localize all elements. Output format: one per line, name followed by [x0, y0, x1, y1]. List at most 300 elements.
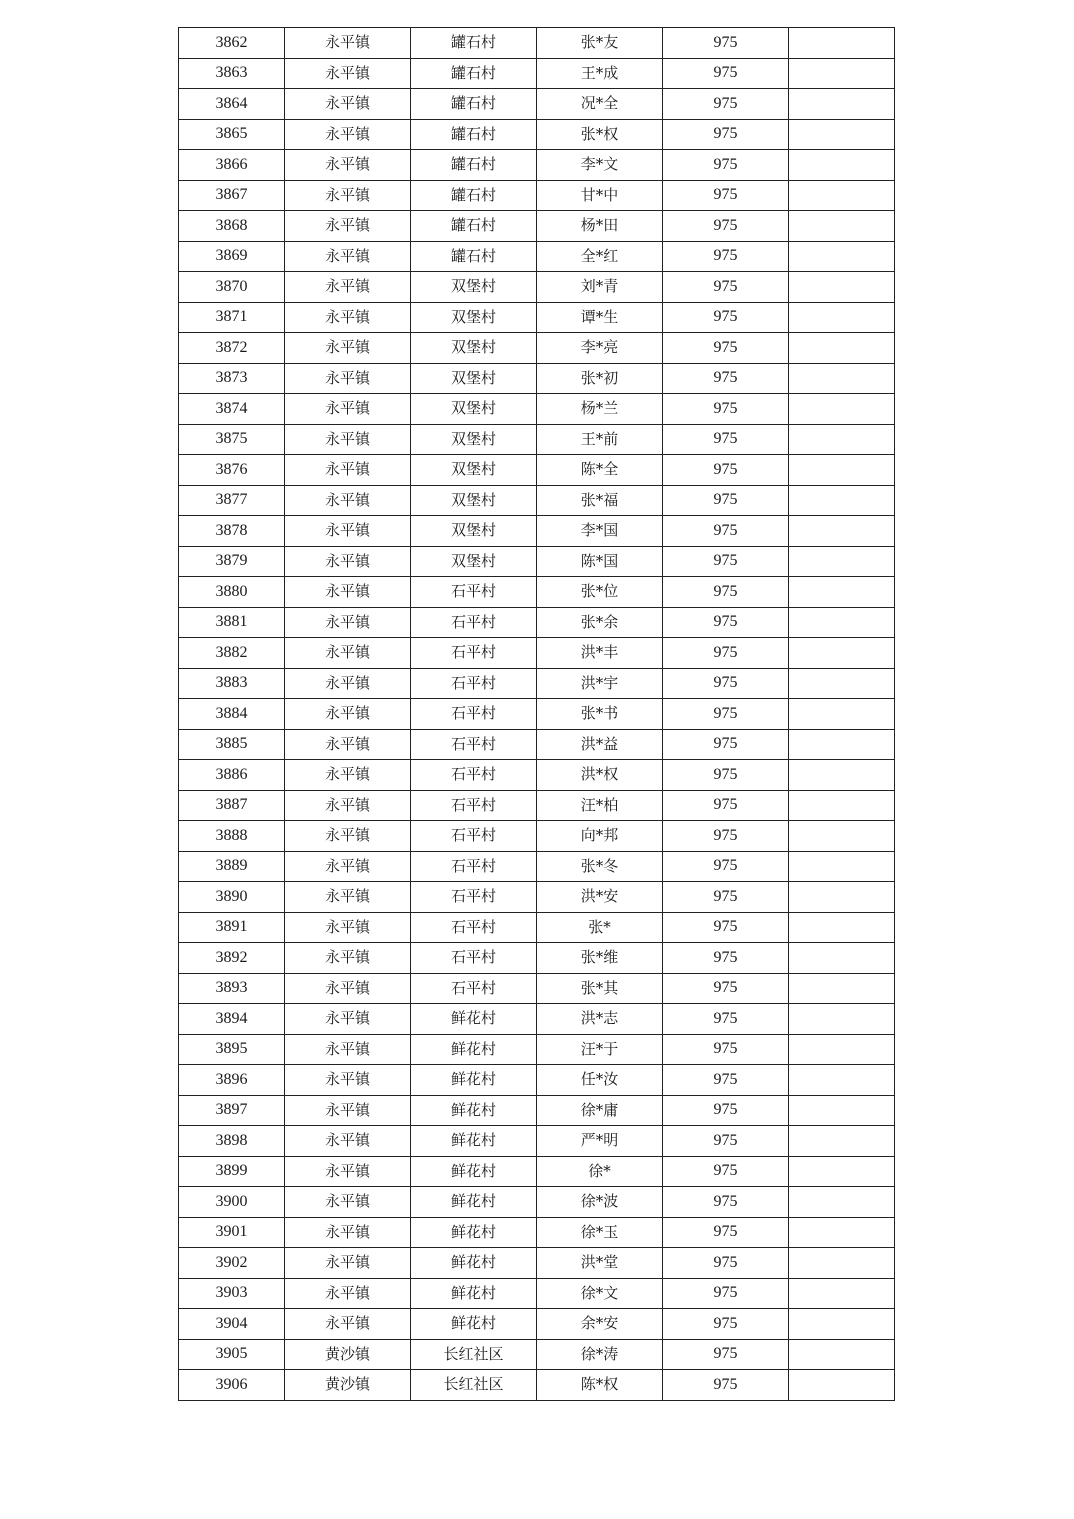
- person-name-cell: 张*冬: [537, 851, 663, 882]
- person-name-cell: 张*: [537, 912, 663, 943]
- amount-cell: 975: [663, 577, 789, 608]
- village-cell: 鲜花村: [411, 1309, 537, 1340]
- note-cell: [789, 668, 895, 699]
- amount-cell: 975: [663, 668, 789, 699]
- person-name-cell: 张*位: [537, 577, 663, 608]
- table-row: [179, 485, 895, 516]
- table-row: [179, 882, 895, 913]
- note-cell: [789, 1034, 895, 1065]
- table-row: [179, 1034, 895, 1065]
- village-cell: 鲜花村: [411, 1248, 537, 1279]
- person-name-cell: 徐*玉: [537, 1217, 663, 1248]
- note-cell: [789, 1339, 895, 1370]
- row-number-cell: 3876: [179, 455, 285, 486]
- table-row: [179, 1126, 895, 1157]
- table-row: [179, 668, 895, 699]
- person-name-cell: 陈*全: [537, 455, 663, 486]
- row-number-cell: 3866: [179, 150, 285, 181]
- note-cell: [789, 912, 895, 943]
- note-cell: [789, 272, 895, 303]
- note-cell: [789, 821, 895, 852]
- amount-cell: 975: [663, 150, 789, 181]
- note-cell: [789, 943, 895, 974]
- table-row: [179, 394, 895, 425]
- row-number-cell: 3871: [179, 302, 285, 333]
- person-name-cell: 任*汝: [537, 1065, 663, 1096]
- village-cell: 长红社区: [411, 1339, 537, 1370]
- note-cell: [789, 1309, 895, 1340]
- person-name-cell: 汪*柏: [537, 790, 663, 821]
- row-number-cell: 3863: [179, 58, 285, 89]
- person-name-cell: 张*权: [537, 119, 663, 150]
- row-number-cell: 3903: [179, 1278, 285, 1309]
- amount-cell: 975: [663, 729, 789, 760]
- amount-cell: 975: [663, 272, 789, 303]
- note-cell: [789, 424, 895, 455]
- amount-cell: 975: [663, 546, 789, 577]
- town-cell: 永平镇: [285, 1126, 411, 1157]
- amount-cell: 975: [663, 1309, 789, 1340]
- row-number-cell: 3877: [179, 485, 285, 516]
- town-cell: 永平镇: [285, 28, 411, 59]
- note-cell: [789, 638, 895, 669]
- table-row: [179, 272, 895, 303]
- table-row: [179, 607, 895, 638]
- person-name-cell: 洪*益: [537, 729, 663, 760]
- amount-cell: 975: [663, 363, 789, 394]
- person-name-cell: 洪*宇: [537, 668, 663, 699]
- row-number-cell: 3893: [179, 973, 285, 1004]
- town-cell: 永平镇: [285, 1248, 411, 1279]
- village-cell: 双堡村: [411, 455, 537, 486]
- note-cell: [789, 1217, 895, 1248]
- village-cell: 石平村: [411, 790, 537, 821]
- town-cell: 永平镇: [285, 241, 411, 272]
- amount-cell: 975: [663, 1339, 789, 1370]
- village-cell: 罐石村: [411, 241, 537, 272]
- village-cell: 罐石村: [411, 89, 537, 120]
- note-cell: [789, 302, 895, 333]
- town-cell: 永平镇: [285, 1278, 411, 1309]
- village-cell: 石平村: [411, 851, 537, 882]
- town-cell: 永平镇: [285, 1034, 411, 1065]
- amount-cell: 975: [663, 973, 789, 1004]
- table-row: [179, 1278, 895, 1309]
- roster-table: [178, 27, 895, 1401]
- note-cell: [789, 455, 895, 486]
- village-cell: 双堡村: [411, 485, 537, 516]
- amount-cell: 975: [663, 302, 789, 333]
- person-name-cell: 余*安: [537, 1309, 663, 1340]
- village-cell: 双堡村: [411, 424, 537, 455]
- town-cell: 永平镇: [285, 1065, 411, 1096]
- row-number-cell: 3887: [179, 790, 285, 821]
- person-name-cell: 向*邦: [537, 821, 663, 852]
- table-row: [179, 89, 895, 120]
- amount-cell: 975: [663, 89, 789, 120]
- village-cell: 双堡村: [411, 394, 537, 425]
- table-row: [179, 28, 895, 59]
- note-cell: [789, 790, 895, 821]
- person-name-cell: 洪*安: [537, 882, 663, 913]
- table-row: [179, 821, 895, 852]
- village-cell: 石平村: [411, 699, 537, 730]
- amount-cell: 975: [663, 1004, 789, 1035]
- village-cell: 罐石村: [411, 180, 537, 211]
- person-name-cell: 王*成: [537, 58, 663, 89]
- person-name-cell: 李*文: [537, 150, 663, 181]
- row-number-cell: 3883: [179, 668, 285, 699]
- amount-cell: 975: [663, 1187, 789, 1218]
- village-cell: 石平村: [411, 638, 537, 669]
- table-row: [179, 546, 895, 577]
- amount-cell: 975: [663, 912, 789, 943]
- town-cell: 永平镇: [285, 882, 411, 913]
- village-cell: 罐石村: [411, 58, 537, 89]
- village-cell: 鲜花村: [411, 1278, 537, 1309]
- town-cell: 黄沙镇: [285, 1370, 411, 1401]
- table-row: [179, 729, 895, 760]
- amount-cell: 975: [663, 424, 789, 455]
- town-cell: 永平镇: [285, 272, 411, 303]
- person-name-cell: 徐*文: [537, 1278, 663, 1309]
- amount-cell: 975: [663, 1034, 789, 1065]
- town-cell: 永平镇: [285, 729, 411, 760]
- person-name-cell: 张*初: [537, 363, 663, 394]
- amount-cell: 975: [663, 1126, 789, 1157]
- table-row: [179, 1156, 895, 1187]
- row-number-cell: 3884: [179, 699, 285, 730]
- note-cell: [789, 58, 895, 89]
- person-name-cell: 张*余: [537, 607, 663, 638]
- amount-cell: 975: [663, 180, 789, 211]
- amount-cell: 975: [663, 821, 789, 852]
- village-cell: 罐石村: [411, 150, 537, 181]
- table-row: [179, 241, 895, 272]
- table-row: [179, 302, 895, 333]
- row-number-cell: 3898: [179, 1126, 285, 1157]
- note-cell: [789, 973, 895, 1004]
- village-cell: 石平村: [411, 821, 537, 852]
- note-cell: [789, 180, 895, 211]
- town-cell: 永平镇: [285, 180, 411, 211]
- note-cell: [789, 1278, 895, 1309]
- table-row: [179, 943, 895, 974]
- town-cell: 永平镇: [285, 150, 411, 181]
- table-row: [179, 1217, 895, 1248]
- town-cell: 永平镇: [285, 58, 411, 89]
- town-cell: 黄沙镇: [285, 1339, 411, 1370]
- person-name-cell: 陈*国: [537, 546, 663, 577]
- row-number-cell: 3891: [179, 912, 285, 943]
- note-cell: [789, 1095, 895, 1126]
- town-cell: 永平镇: [285, 1004, 411, 1035]
- village-cell: 鲜花村: [411, 1034, 537, 1065]
- table-row: [179, 1004, 895, 1035]
- amount-cell: 975: [663, 516, 789, 547]
- person-name-cell: 王*前: [537, 424, 663, 455]
- person-name-cell: 刘*青: [537, 272, 663, 303]
- town-cell: 永平镇: [285, 516, 411, 547]
- row-number-cell: 3881: [179, 607, 285, 638]
- row-number-cell: 3872: [179, 333, 285, 364]
- table-row: [179, 638, 895, 669]
- note-cell: [789, 851, 895, 882]
- row-number-cell: 3882: [179, 638, 285, 669]
- row-number-cell: 3873: [179, 363, 285, 394]
- table-row: [179, 973, 895, 1004]
- person-name-cell: 洪*堂: [537, 1248, 663, 1279]
- amount-cell: 975: [663, 333, 789, 364]
- note-cell: [789, 333, 895, 364]
- row-number-cell: 3896: [179, 1065, 285, 1096]
- amount-cell: 975: [663, 699, 789, 730]
- person-name-cell: 徐*庸: [537, 1095, 663, 1126]
- table-row: [179, 1309, 895, 1340]
- row-number-cell: 3900: [179, 1187, 285, 1218]
- village-cell: 长红社区: [411, 1370, 537, 1401]
- amount-cell: 975: [663, 28, 789, 59]
- village-cell: 石平村: [411, 760, 537, 791]
- note-cell: [789, 577, 895, 608]
- village-cell: 双堡村: [411, 272, 537, 303]
- village-cell: 罐石村: [411, 28, 537, 59]
- amount-cell: 975: [663, 943, 789, 974]
- table-row: [179, 150, 895, 181]
- row-number-cell: 3895: [179, 1034, 285, 1065]
- town-cell: 永平镇: [285, 668, 411, 699]
- roster-table-body: [179, 28, 895, 1401]
- table-row: [179, 1095, 895, 1126]
- person-name-cell: 徐*波: [537, 1187, 663, 1218]
- town-cell: 永平镇: [285, 638, 411, 669]
- note-cell: [789, 516, 895, 547]
- note-cell: [789, 546, 895, 577]
- table-row: [179, 516, 895, 547]
- row-number-cell: 3880: [179, 577, 285, 608]
- village-cell: 石平村: [411, 607, 537, 638]
- row-number-cell: 3905: [179, 1339, 285, 1370]
- table-row: [179, 851, 895, 882]
- amount-cell: 975: [663, 1065, 789, 1096]
- amount-cell: 975: [663, 882, 789, 913]
- person-name-cell: 甘*中: [537, 180, 663, 211]
- town-cell: 永平镇: [285, 363, 411, 394]
- note-cell: [789, 485, 895, 516]
- row-number-cell: 3875: [179, 424, 285, 455]
- table-row: [179, 790, 895, 821]
- town-cell: 永平镇: [285, 302, 411, 333]
- table-row: [179, 699, 895, 730]
- row-number-cell: 3886: [179, 760, 285, 791]
- row-number-cell: 3901: [179, 1217, 285, 1248]
- table-row: [179, 1187, 895, 1218]
- amount-cell: 975: [663, 760, 789, 791]
- note-cell: [789, 363, 895, 394]
- village-cell: 鲜花村: [411, 1187, 537, 1218]
- village-cell: 鲜花村: [411, 1126, 537, 1157]
- person-name-cell: 张*书: [537, 699, 663, 730]
- town-cell: 永平镇: [285, 943, 411, 974]
- row-number-cell: 3897: [179, 1095, 285, 1126]
- village-cell: 鲜花村: [411, 1004, 537, 1035]
- note-cell: [789, 1370, 895, 1401]
- amount-cell: 975: [663, 1248, 789, 1279]
- village-cell: 双堡村: [411, 516, 537, 547]
- table-row: [179, 211, 895, 242]
- person-name-cell: 谭*生: [537, 302, 663, 333]
- amount-cell: 975: [663, 58, 789, 89]
- village-cell: 石平村: [411, 729, 537, 760]
- person-name-cell: 洪*丰: [537, 638, 663, 669]
- note-cell: [789, 89, 895, 120]
- person-name-cell: 张*其: [537, 973, 663, 1004]
- town-cell: 永平镇: [285, 546, 411, 577]
- table-row: [179, 1065, 895, 1096]
- row-number-cell: 3870: [179, 272, 285, 303]
- town-cell: 永平镇: [285, 790, 411, 821]
- person-name-cell: 况*全: [537, 89, 663, 120]
- note-cell: [789, 699, 895, 730]
- note-cell: [789, 1187, 895, 1218]
- amount-cell: 975: [663, 1370, 789, 1401]
- town-cell: 永平镇: [285, 1309, 411, 1340]
- note-cell: [789, 607, 895, 638]
- village-cell: 双堡村: [411, 302, 537, 333]
- table-row: [179, 424, 895, 455]
- amount-cell: 975: [663, 485, 789, 516]
- town-cell: 永平镇: [285, 119, 411, 150]
- note-cell: [789, 119, 895, 150]
- table-row: [179, 180, 895, 211]
- note-cell: [789, 729, 895, 760]
- amount-cell: 975: [663, 638, 789, 669]
- village-cell: 罐石村: [411, 119, 537, 150]
- person-name-cell: 严*明: [537, 1126, 663, 1157]
- person-name-cell: 洪*权: [537, 760, 663, 791]
- note-cell: [789, 1248, 895, 1279]
- amount-cell: 975: [663, 241, 789, 272]
- town-cell: 永平镇: [285, 577, 411, 608]
- note-cell: [789, 211, 895, 242]
- amount-cell: 975: [663, 119, 789, 150]
- table-row: [179, 333, 895, 364]
- town-cell: 永平镇: [285, 89, 411, 120]
- town-cell: 永平镇: [285, 699, 411, 730]
- village-cell: 鲜花村: [411, 1065, 537, 1096]
- table-row: [179, 58, 895, 89]
- table-row: [179, 455, 895, 486]
- village-cell: 石平村: [411, 882, 537, 913]
- town-cell: 永平镇: [285, 1156, 411, 1187]
- amount-cell: 975: [663, 1156, 789, 1187]
- village-cell: 石平村: [411, 943, 537, 974]
- town-cell: 永平镇: [285, 333, 411, 364]
- town-cell: 永平镇: [285, 760, 411, 791]
- row-number-cell: 3899: [179, 1156, 285, 1187]
- table-row: [179, 760, 895, 791]
- amount-cell: 975: [663, 851, 789, 882]
- town-cell: 永平镇: [285, 973, 411, 1004]
- person-name-cell: 张*友: [537, 28, 663, 59]
- person-name-cell: 汪*于: [537, 1034, 663, 1065]
- row-number-cell: 3902: [179, 1248, 285, 1279]
- note-cell: [789, 882, 895, 913]
- note-cell: [789, 1126, 895, 1157]
- amount-cell: 975: [663, 455, 789, 486]
- row-number-cell: 3862: [179, 28, 285, 59]
- table-row: [179, 1339, 895, 1370]
- village-cell: 鲜花村: [411, 1217, 537, 1248]
- row-number-cell: 3867: [179, 180, 285, 211]
- amount-cell: 975: [663, 394, 789, 425]
- row-number-cell: 3864: [179, 89, 285, 120]
- amount-cell: 975: [663, 211, 789, 242]
- row-number-cell: 3879: [179, 546, 285, 577]
- amount-cell: 975: [663, 1278, 789, 1309]
- row-number-cell: 3868: [179, 211, 285, 242]
- table-row: [179, 1248, 895, 1279]
- table-row: [179, 912, 895, 943]
- town-cell: 永平镇: [285, 394, 411, 425]
- person-name-cell: 徐*: [537, 1156, 663, 1187]
- village-cell: 双堡村: [411, 363, 537, 394]
- table-row: [179, 119, 895, 150]
- village-cell: 石平村: [411, 668, 537, 699]
- note-cell: [789, 1065, 895, 1096]
- village-cell: 石平村: [411, 973, 537, 1004]
- row-number-cell: 3904: [179, 1309, 285, 1340]
- town-cell: 永平镇: [285, 1217, 411, 1248]
- town-cell: 永平镇: [285, 1095, 411, 1126]
- amount-cell: 975: [663, 790, 789, 821]
- village-cell: 双堡村: [411, 546, 537, 577]
- amount-cell: 975: [663, 1217, 789, 1248]
- town-cell: 永平镇: [285, 455, 411, 486]
- row-number-cell: 3892: [179, 943, 285, 974]
- row-number-cell: 3878: [179, 516, 285, 547]
- row-number-cell: 3890: [179, 882, 285, 913]
- row-number-cell: 3885: [179, 729, 285, 760]
- village-cell: 鲜花村: [411, 1095, 537, 1126]
- row-number-cell: 3894: [179, 1004, 285, 1035]
- row-number-cell: 3888: [179, 821, 285, 852]
- town-cell: 永平镇: [285, 912, 411, 943]
- village-cell: 石平村: [411, 577, 537, 608]
- village-cell: 双堡村: [411, 333, 537, 364]
- town-cell: 永平镇: [285, 1187, 411, 1218]
- town-cell: 永平镇: [285, 211, 411, 242]
- note-cell: [789, 241, 895, 272]
- note-cell: [789, 394, 895, 425]
- table-row: [179, 577, 895, 608]
- town-cell: 永平镇: [285, 485, 411, 516]
- town-cell: 永平镇: [285, 424, 411, 455]
- person-name-cell: 张*福: [537, 485, 663, 516]
- person-name-cell: 杨*兰: [537, 394, 663, 425]
- table-row: [179, 1370, 895, 1401]
- town-cell: 永平镇: [285, 607, 411, 638]
- note-cell: [789, 760, 895, 791]
- person-name-cell: 全*红: [537, 241, 663, 272]
- note-cell: [789, 1004, 895, 1035]
- amount-cell: 975: [663, 1095, 789, 1126]
- person-name-cell: 李*亮: [537, 333, 663, 364]
- note-cell: [789, 150, 895, 181]
- person-name-cell: 陈*权: [537, 1370, 663, 1401]
- town-cell: 永平镇: [285, 851, 411, 882]
- person-name-cell: 李*国: [537, 516, 663, 547]
